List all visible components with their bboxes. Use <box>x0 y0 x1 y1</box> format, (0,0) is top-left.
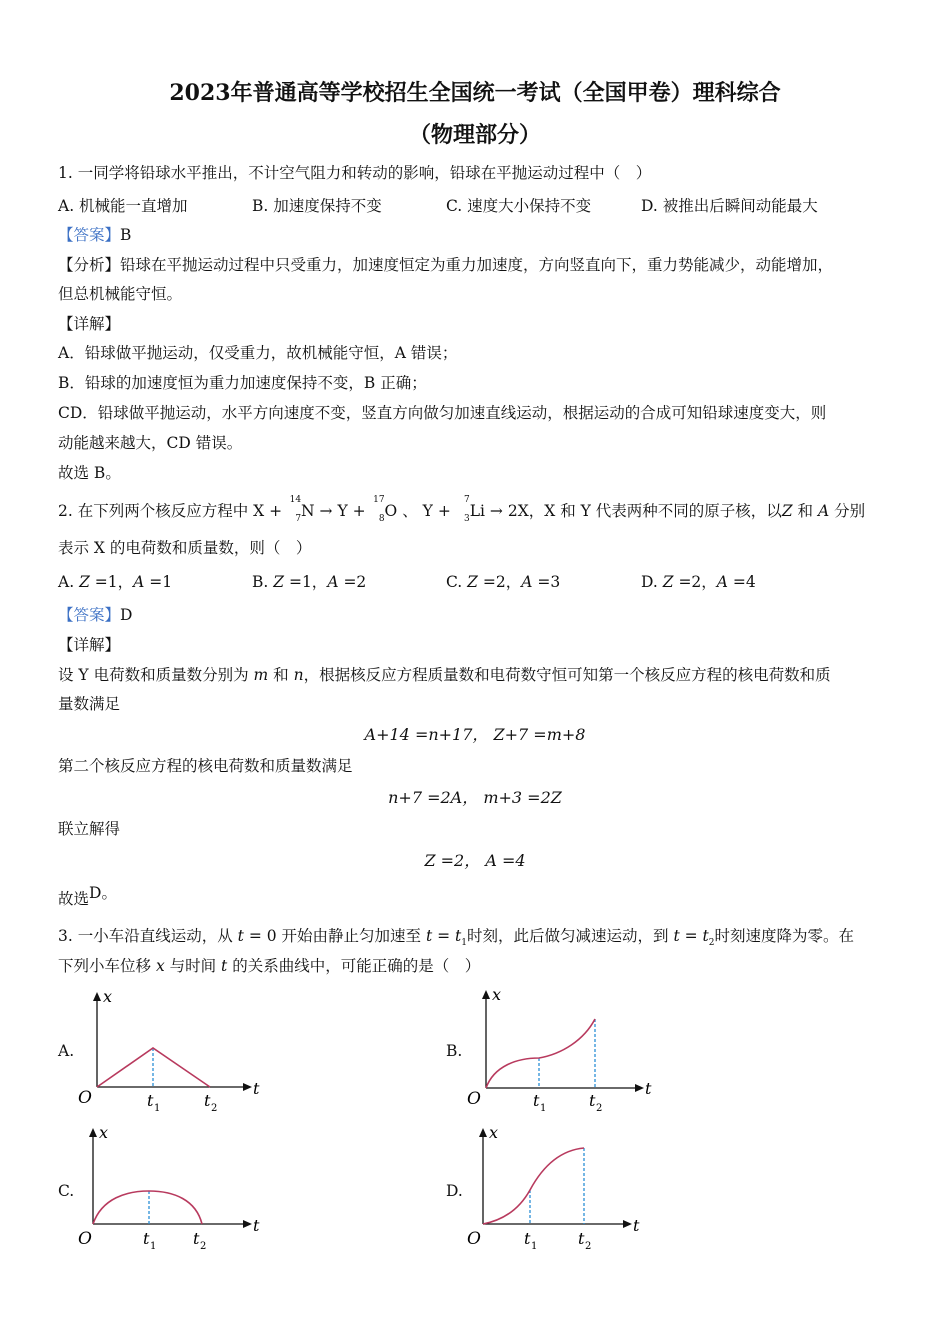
n-symbol: N → Y + <box>301 502 366 520</box>
graph-d-t2-sub: 2 <box>585 1241 592 1252</box>
graph-c-curve <box>93 1191 202 1224</box>
q2-option-c: C. Z =2，A =3 <box>446 573 561 591</box>
q1-detail-cd-line2: 动能越来越大，CD 错误。 <box>58 434 243 452</box>
li-mass: 7 <box>464 495 470 505</box>
q2-detail-line1: 设 Y 电荷数和质量数分别为 m 和 n，根据核反应方程质量数和电荷数守恒可知第一个核反应方程的核电荷数和质 <box>58 666 831 684</box>
answer-value: B <box>120 226 132 244</box>
answer-tag: 【答案】 <box>58 606 121 624</box>
q2-stem-prefix: 2. 在下列两个核反应方程中 <box>58 502 249 520</box>
graph-d-origin: O <box>467 1229 481 1249</box>
reaction-separator: 、 <box>402 502 418 520</box>
reaction1-lhs: X + <box>253 502 283 520</box>
graph-d <box>462 1120 662 1255</box>
graph-c-t2-label: t <box>193 1229 200 1248</box>
lithium-nuclide <box>456 495 470 524</box>
q2-equation-1: A+14 =n+17， Z+7 =m+8 <box>364 725 586 744</box>
q2-option-b: B. Z =1，A =2 <box>252 573 367 591</box>
graph-b-y-label: x <box>492 985 502 1004</box>
q2-answer <box>58 604 898 626</box>
q1-analysis-line1 <box>58 254 898 276</box>
graph-b-t2-label: t <box>589 1091 596 1110</box>
reaction2-tail: ，X 和 Y 代表两种不同的原子核，以 <box>528 502 782 520</box>
graph-b-t1-label: t <box>533 1091 540 1110</box>
graph-b-label: B. <box>446 1042 463 1060</box>
graph-a <box>72 982 272 1117</box>
graph-c-origin: O <box>78 1229 92 1249</box>
q2-conclusion: 故选D。 <box>58 884 117 908</box>
q1-option-d: D. 被推出后瞬间动能最大 <box>641 197 818 215</box>
q1-detail-cd-line1: CD．铅球做平抛运动，水平方向速度不变，竖直方向做匀加速直线运动，根据运动的合成可知铅球速度变大，则 <box>58 404 827 422</box>
graph-a-t1-sub: 1 <box>154 1103 161 1114</box>
analysis-text: 铅球在平抛运动过程中只受重力，加速度恒定为重力加速度，方向竖直向下，重力势能减少，动能增加， <box>120 256 834 274</box>
graph-c-y-label: x <box>99 1123 109 1142</box>
exam-title: 2023年普通高等学校招生全国统一考试（全国甲卷）理科综合 <box>169 80 781 106</box>
nitrogen-nuclide <box>287 495 302 524</box>
graph-b-curve <box>486 1019 595 1088</box>
graph-c-t1-label: t <box>143 1229 150 1248</box>
graph-d-y-label: x <box>489 1123 499 1142</box>
q1-stem: 1. 一同学将铅球水平推出，不计空气阻力和转动的影响，铅球在平抛运动过程中（ ） <box>58 164 652 182</box>
graph-b-x-label: t <box>645 1079 652 1098</box>
graph-c-t2-sub: 2 <box>200 1241 207 1252</box>
stem-and: 和 <box>792 502 818 520</box>
q1-conclusion: 故选 B。 <box>58 464 121 482</box>
oxygen-nuclide <box>371 495 385 524</box>
o-symbol: O <box>384 502 398 520</box>
graph-c-label: C. <box>58 1182 75 1200</box>
q1-option-a: A. 机械能一直增加 <box>58 197 188 215</box>
q2-solve-line: 联立解得 <box>58 820 121 838</box>
graph-d-t2-label: t <box>578 1229 585 1248</box>
stem-a: A <box>817 502 830 520</box>
q1-detail-a: A．铅球做平抛运动，仅受重力，故机械能守恒，A 错误； <box>58 344 458 362</box>
o-charge: 8 <box>378 514 385 524</box>
q2-second-reaction-line: 第二个核反应方程的核电荷数和质量数满足 <box>58 757 353 775</box>
graph-a-t2-label: t <box>204 1091 211 1110</box>
answer-value: D <box>120 606 133 624</box>
q2-stem-line2: 表示 X 的电荷数和质量数，则（ ） <box>58 539 312 557</box>
graph-a-x-label: t <box>253 1079 260 1098</box>
graph-c <box>72 1120 272 1255</box>
n-charge: 7 <box>295 514 302 524</box>
q2-stem-line1 <box>58 495 898 524</box>
graph-b-t1-sub: 1 <box>540 1103 547 1114</box>
reaction2-lhs: Y + <box>422 502 451 520</box>
graph-c-t1-sub: 1 <box>150 1241 157 1252</box>
q1-option-c: C. 速度大小保持不变 <box>446 197 592 215</box>
graph-d-label: D. <box>446 1182 463 1200</box>
q3-stem-line2: 下列小车位移 x 与时间 t 的关系曲线中，可能正确的是（ ） <box>58 957 481 975</box>
q2-equation-3: Z =2， A =4 <box>424 851 526 870</box>
graph-d-t1-label: t <box>524 1229 531 1248</box>
q1-answer <box>58 224 898 246</box>
graph-a-y-label: x <box>103 987 113 1006</box>
n-mass: 14 <box>289 495 302 505</box>
q2-option-a: A. Z =1，A =1 <box>58 573 173 591</box>
li-charge: 3 <box>464 514 470 524</box>
graph-a-t1-label: t <box>147 1091 154 1110</box>
graph-d-curve <box>483 1148 584 1224</box>
graph-a-label: A. <box>58 1042 75 1060</box>
graph-b-origin: O <box>467 1089 481 1109</box>
q1-option-b: B. 加速度保持不变 <box>252 197 382 215</box>
graph-a-t2-sub: 2 <box>211 1103 218 1114</box>
stem-tail: 分别 <box>829 502 866 520</box>
q1-detail-b: B．铅球的加速度恒为重力加速度保持不变，B 正确； <box>58 374 427 392</box>
graph-b-t2-sub: 2 <box>596 1103 603 1114</box>
graph-d-x-label: t <box>633 1216 640 1235</box>
q2-detail-line2: 量数满足 <box>58 695 121 713</box>
q1-analysis-line2: 但总机械能守恒。 <box>58 285 183 303</box>
li-symbol: Li → 2X <box>469 502 529 520</box>
analysis-tag: 【分析】 <box>58 256 121 274</box>
stem-z: Z <box>781 502 793 520</box>
q3-stem-line1: 3. 一小车沿直线运动，从 t = 0 开始由静止匀加速至 $t = t_1$时刻，此后做匀减速运动，到 $t = t_2$时刻速度降为零。在 <box>58 927 854 949</box>
answer-tag: 【答案】 <box>58 226 121 244</box>
q1-detail-tag: 【详解】 <box>58 315 121 333</box>
q2-detail-tag: 【详解】 <box>58 636 121 654</box>
o-mass: 17 <box>373 495 385 505</box>
graph-a-origin: O <box>78 1088 92 1108</box>
q2-option-d: D. Z =2，A =4 <box>641 573 756 591</box>
graph-d-t1-sub: 1 <box>531 1241 538 1252</box>
graph-b <box>462 982 662 1117</box>
exam-subtitle: （物理部分） <box>408 122 541 148</box>
q2-equation-2: n+7 =2A， m+3 =2Z <box>388 788 562 807</box>
graph-c-x-label: t <box>253 1216 260 1235</box>
